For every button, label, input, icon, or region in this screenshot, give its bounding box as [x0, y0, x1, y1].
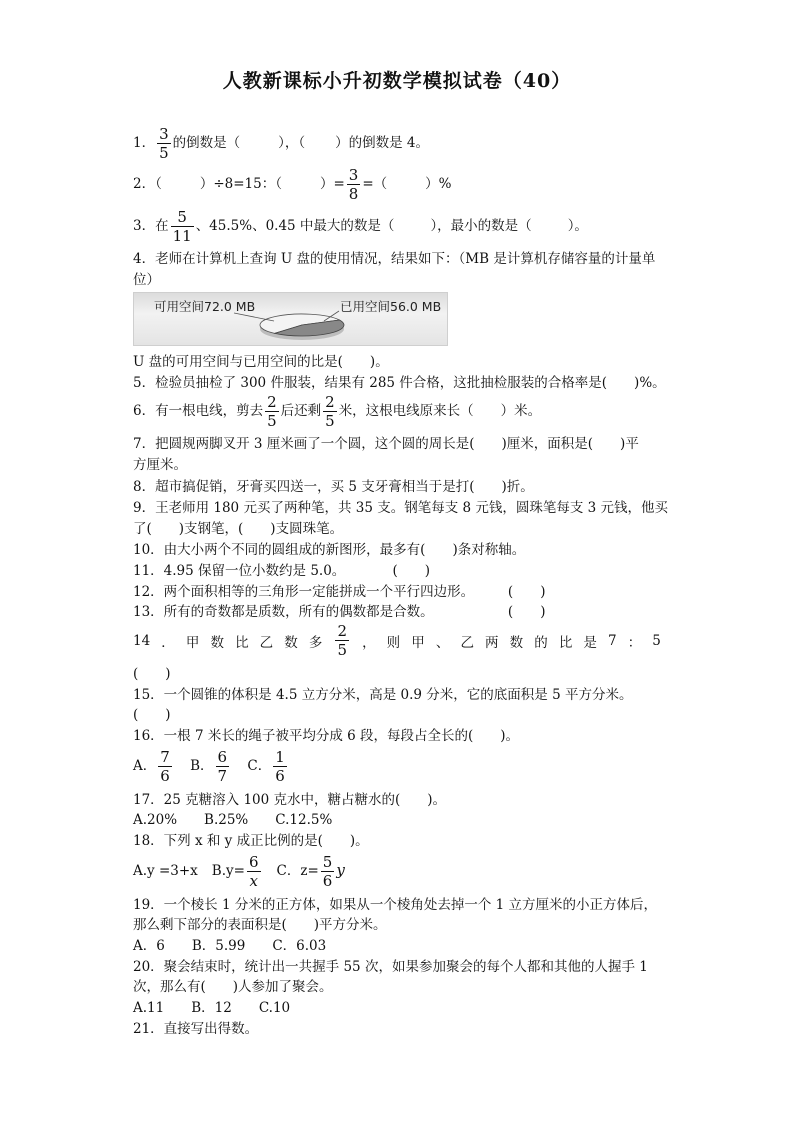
question-15-line-2[interactable]: ( ) [133, 707, 171, 723]
q6-f1-numerator: 2 [267, 393, 277, 411]
q14-char: 数 [509, 634, 524, 651]
q14-char: ． [161, 634, 175, 651]
question-10: 10．由大小两个不同的圆组成的新图形，最多有( )条对称轴。 [133, 542, 526, 558]
question-19-options[interactable]: A．6 B．5.99 C．6.03 [133, 938, 327, 954]
q3-text-a: 3．在 [133, 218, 169, 234]
question-13: 13．所有的奇数都是质数，所有的偶数都是合数。 ( ) [133, 604, 546, 620]
q6-text-c: 米，这根电线原来长（ ）米。 [338, 403, 542, 419]
q2-text-e: ）% [425, 176, 452, 192]
q14-char: 数 [210, 634, 224, 651]
q14-fraction [335, 622, 349, 659]
question-1 [133, 125, 429, 162]
q16-option-a[interactable]: A． [133, 758, 157, 774]
q14-char: 7 [608, 632, 617, 649]
q18-fraction-b [247, 853, 261, 890]
q2-text-c: ）= [319, 176, 345, 192]
question-17: 17．25 克糖溶入 100 克水中，糖占糖水的( )。 [133, 792, 447, 808]
q16-fa-numerator: 7 [160, 748, 170, 766]
q16-option-c[interactable]: C． [247, 758, 272, 774]
q6-text-b: 后还剩 [280, 403, 322, 419]
q16-fb-numerator: 6 [217, 748, 228, 766]
question-18: 18．下列 x 和 y 成正比例的是( )。 [133, 833, 369, 849]
q14-char: 两 [485, 634, 499, 651]
q14-char: ： [627, 634, 642, 651]
question-20-line-2: 次，那么有( )人参加了聚会。 [133, 979, 333, 995]
q14-char: 的 [534, 634, 548, 651]
q1-numerator: 3 [159, 125, 169, 143]
q14-char: 甲 [411, 634, 425, 651]
q2-text-a: 2．（ [133, 176, 162, 192]
q3-denominator: 11 [172, 227, 192, 245]
q18-fb-denominator [247, 872, 261, 890]
question-9-line-2: 了( )支钢笔，( )支圆珠笔。 [133, 521, 344, 537]
q6-f2-numerator: 2 [325, 393, 335, 411]
q16-fb-denominator: 7 [217, 767, 228, 785]
q18-fc-denominator: 6 [322, 872, 333, 890]
q1-fraction [157, 125, 171, 162]
q3-text-b: 、45.5%、0.45 中最大的数是（ [195, 218, 395, 234]
question-18-options [133, 853, 345, 890]
q14-char: 甲 [185, 634, 200, 651]
question-8: 8．超市搞促销，牙膏买四送一，买 5 支牙膏相当于是打( )折。 [133, 479, 534, 495]
q14-char: ， [362, 634, 376, 651]
q16-option-b[interactable]: B． [190, 758, 214, 774]
usb-usage-image [133, 292, 448, 346]
q16-fa-denominator: 6 [160, 767, 170, 785]
q2-text-b: ）÷8=15：（ [199, 176, 282, 192]
q1-text-c: ）的倒数是 4。 [335, 135, 430, 151]
q6-f2-denominator: 5 [325, 412, 335, 430]
question-21: 21．直接写出得数。 [133, 1021, 259, 1037]
q18-variable-y: y [336, 861, 345, 879]
q18-fb-numerator: 6 [248, 853, 259, 871]
q18-option-a[interactable]: A.y =3+x [133, 863, 198, 879]
q6-f1-denominator: 5 [267, 412, 277, 430]
q14-char: 比 [558, 634, 573, 651]
question-6 [133, 393, 541, 430]
q1-denominator: 5 [159, 144, 169, 162]
q16-fraction-a [158, 748, 172, 785]
q18-option-b[interactable]: B.y= [211, 863, 245, 879]
q16-fc-denominator: 6 [275, 767, 285, 785]
q16-fraction-c [273, 748, 287, 785]
question-7-line-2: 方厘米。 [133, 457, 187, 473]
question-19-line-2: 那么剩下部分的表面积是( )平方分米。 [133, 917, 387, 933]
question-19-line-1: 19．一个棱长 1 分米的正方体，如果从一个棱角处去掉一个 1 立方厘米的小正方体后， [133, 897, 658, 913]
question-4-line-3: U 盘的可用空间与已用空间的比是( )。 [133, 354, 389, 370]
question-4-line-1: 4．老师在计算机上查询 U 盘的使用情况，结果如下：（MB 是计算机存储容量的计量单 [133, 251, 656, 267]
q14-char: 则 [386, 634, 401, 651]
page-title: 人教新课标小升初数学模拟试卷（40） [222, 70, 572, 92]
q18-option-c[interactable]: C．z= [276, 863, 319, 879]
q14-denominator: 5 [337, 641, 347, 659]
q16-fraction-b [216, 748, 230, 785]
q14-numerator: 2 [337, 622, 347, 640]
q14-char: 乙 [259, 634, 274, 651]
q2-fraction [347, 166, 361, 203]
q6-fraction-1 [265, 393, 279, 430]
q6-text-a: 6．有一根电线，剪去 [133, 403, 264, 419]
q3-text-c: ），最小的数是（ [430, 218, 532, 234]
question-15-line-1: 15．一个圆锥的体积是 4.5 立方分米，高是 0.9 分米，它的底面积是 5 平方分米。 [133, 687, 633, 703]
question-16-options [133, 748, 289, 785]
question-5: 5．检验员抽检了 300 件服装，结果有 285 件合格，这批抽检服装的合格率是( )%。 [133, 375, 666, 391]
question-2 [133, 166, 451, 203]
q1-text-b: ），（ [278, 135, 306, 151]
question-7-line-1: 7．把圆规两脚叉开 3 厘米画了一个圆，这个圆的周长是( )厘米，面积是( )平 [133, 436, 639, 452]
q14-char: 5 [652, 632, 661, 649]
q2-numerator: 3 [348, 166, 359, 184]
question-3 [133, 208, 588, 245]
q14-char: 乙 [460, 634, 474, 651]
usb-pie-chart [134, 293, 447, 345]
q14-char: 比 [235, 634, 249, 651]
q14-char: 是 [583, 634, 597, 651]
used-space-label: 已用空间56.0 MB [340, 299, 442, 314]
q14-char: 14 [133, 632, 151, 649]
q14-char: 、 [435, 634, 450, 651]
q3-numerator: 5 [171, 208, 194, 227]
q1-text-a: 的倒数是（ [172, 135, 241, 151]
q3-text-d: ）。 [567, 218, 588, 234]
question-16: 16．一根 7 米长的绳子被平均分成 6 段，每段占全长的( )。 [133, 728, 520, 744]
free-space-label: 可用空间72.0 MB [154, 299, 256, 314]
question-14 [133, 622, 661, 659]
q3-fraction [171, 208, 194, 245]
q18-fc-numerator: 5 [322, 853, 333, 871]
q2-text-d: =（ [362, 176, 388, 192]
q14-char: 多 [308, 634, 323, 651]
question-20-options[interactable]: A.11 B．12 C.10 [133, 1000, 291, 1016]
q16-fc-numerator: 1 [275, 748, 285, 766]
question-11: 11．4.95 保留一位小数约是 5.0。 ( ) [133, 563, 431, 579]
q18-fraction-c [321, 853, 335, 890]
question-14-answer[interactable]: ( ) [133, 666, 171, 682]
q1-number: 1． [133, 135, 156, 151]
question-4-line-2: 位） [133, 272, 160, 288]
question-9-line-1: 9．王老师用 180 元买了两种笔，共 35 支。钢笔每支 8 元钱，圆珠笔每支 3 元钱，他买 [133, 500, 669, 516]
free-leader-line [234, 313, 274, 321]
question-20-line-1: 20．聚会结束时，统计出一共握手 55 次，如果参加聚会的每个人都和其他的人握手 1 [133, 959, 648, 975]
question-12: 12．两个面积相等的三角形一定能拼成一个平行四边形。 ( ) [133, 584, 546, 600]
q14-char: 数 [284, 634, 298, 651]
q6-fraction-2 [323, 393, 337, 430]
q18-fb-variable: x [249, 872, 258, 890]
q2-denominator: 8 [348, 185, 359, 203]
question-17-options[interactable]: A.20% B.25% C.12.5% [133, 812, 333, 828]
